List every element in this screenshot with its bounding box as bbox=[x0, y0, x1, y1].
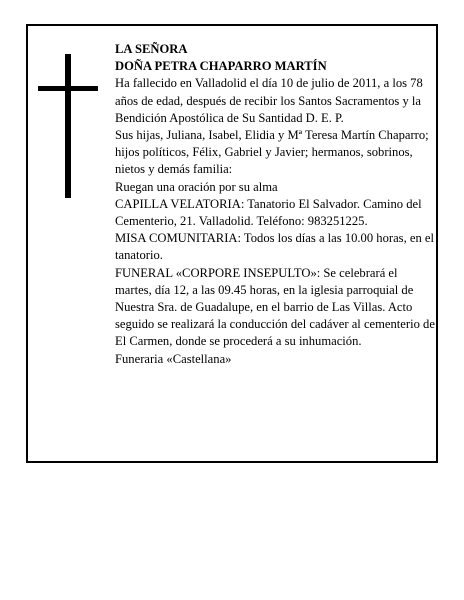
death-announcement: Ha fallecido en Valladolid el día 10 de julio de 2011, a los 78 años de edad, después de recibir los Santos Sacramentos y la Bendición Apostólica de Su Santidad D. E. P. bbox=[115, 76, 423, 125]
funeral-home: Funeraria «Castellana» bbox=[115, 351, 232, 366]
family-list: Sus hijas, Juliana, Isabel, Elidia y Mª Teresa Martín Chaparro; hijos políticos, Félix, Gabriel y Javier; hermanos, sobrinos, nietos y demás familia: bbox=[115, 128, 429, 177]
obituary-notice bbox=[26, 24, 438, 463]
cross-horizontal-bar bbox=[38, 86, 98, 91]
prayer-request: Ruegan una oración por su alma bbox=[115, 179, 278, 194]
notice-body bbox=[115, 41, 437, 368]
funeral-info: FUNERAL «CORPORE INSEPULTO»: Se celebrará el martes, día 12, a las 09.45 horas, en la iglesia parroquial de Nuestra Sra. de Guadalupe, en el barrio de Las Villas. Acto seguido se realizará la conducción del cadáver al cementerio de El Carmen, donde se procederá a su inhumación. bbox=[115, 265, 435, 349]
notice-title: LA SEÑORA bbox=[115, 42, 188, 56]
cross-icon bbox=[38, 54, 98, 198]
mass-info: MISA COMUNITARIA: Todos los días a las 10.00 horas, en el tanatorio. bbox=[115, 231, 434, 263]
deceased-name: DOÑA PETRA CHAPARRO MARTÍN bbox=[115, 59, 327, 74]
chapel-info: CAPILLA VELATORIA: Tanatorio El Salvador. Camino del Cementerio, 21. Valladolid. Teléfono: 983251225. bbox=[115, 196, 422, 229]
cross-vertical-bar bbox=[65, 54, 71, 198]
